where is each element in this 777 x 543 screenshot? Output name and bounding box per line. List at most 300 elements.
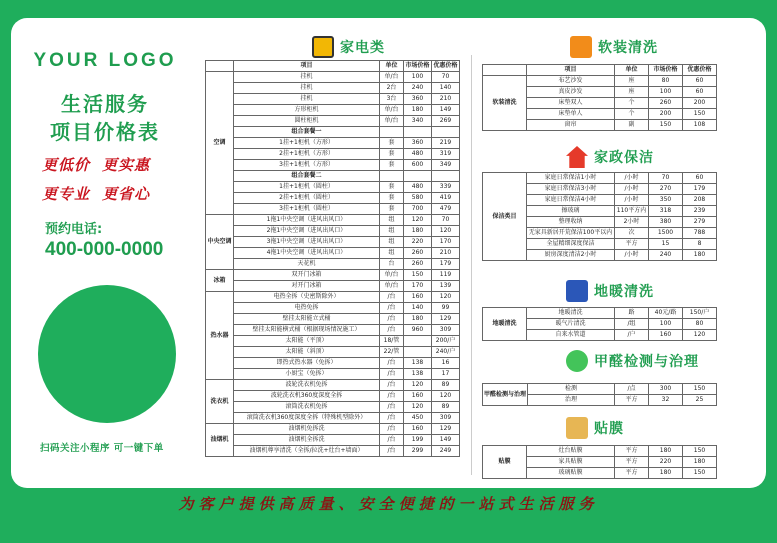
item-cell: 滚筒洗衣机360度深度全拆（特殊机型除外）: [234, 413, 380, 424]
discount-price-cell: 279: [683, 217, 717, 228]
discount-price-cell: 150: [683, 446, 717, 457]
unit-cell: 平方: [615, 468, 649, 479]
unit-cell: 套: [380, 193, 404, 204]
washing-machine-icon: [312, 36, 334, 58]
discount-price-cell: 319: [432, 149, 460, 160]
unit-cell: 套: [380, 138, 404, 149]
market-price-cell: 100: [649, 319, 683, 330]
discount-price-cell: 17: [432, 369, 460, 380]
discount-price-cell: 208: [683, 195, 717, 206]
unit-cell: 台: [380, 259, 404, 270]
market-price-cell: 260: [404, 248, 432, 259]
phone-number[interactable]: 400-000-0000: [45, 239, 164, 260]
category-cell: 冰箱: [206, 270, 234, 292]
discount-price-cell: 8: [683, 239, 717, 250]
col-market: 市场价格: [649, 65, 683, 76]
discount-price-cell: [432, 171, 460, 182]
unit-cell: /台: [380, 325, 404, 336]
category-cell: 地暖清洗: [483, 308, 527, 341]
booking-label: 预约电话:: [45, 222, 103, 237]
item-cell: 组合套餐二: [234, 171, 380, 182]
col-unit: 单位: [615, 65, 649, 76]
item-cell: 壁挂太阳能横式桶（根据现场情况施工）: [234, 325, 380, 336]
item-cell: 双开门冰箱: [234, 270, 380, 281]
table-row: [206, 358, 460, 369]
market-price-cell: 150: [649, 120, 683, 131]
item-cell: 擦玻璃: [527, 206, 615, 217]
category-cell: 甲醛检测与治理: [483, 384, 528, 406]
item-cell: 油烟机尊享清洗（全拆/拉洗+灶台+墙面）: [234, 446, 380, 457]
item-cell: 地暖清洗: [527, 308, 615, 319]
unit-cell: /台: [380, 314, 404, 325]
market-price-cell: 240: [649, 250, 683, 261]
discount-price-cell: 60: [683, 76, 717, 87]
discount-price-cell: 249: [432, 446, 460, 457]
table-row: [206, 149, 460, 160]
market-price-cell: [404, 347, 432, 358]
section-formaldehyde-header: [566, 350, 699, 372]
item-cell: 4拖1中央空调（进风出风口）: [234, 248, 380, 259]
col-category: [483, 65, 527, 76]
item-cell: 治理: [528, 395, 615, 406]
item-cell: 床垫双人: [527, 98, 615, 109]
slogan-item: 更实惠: [102, 156, 151, 174]
item-cell: 1拖1中央空调（进风出风口）: [234, 215, 380, 226]
table-row: [206, 424, 460, 435]
discount-price-cell: 788: [683, 228, 717, 239]
item-cell: 电热免拆: [234, 303, 380, 314]
market-price-cell: 380: [649, 217, 683, 228]
col-market: 市场价格: [404, 61, 432, 72]
discount-price-cell: 240/户: [432, 347, 460, 358]
discount-price-cell: 149: [432, 105, 460, 116]
table-row: [206, 83, 460, 94]
unit-cell: 组: [380, 248, 404, 259]
market-price-cell: 160: [404, 292, 432, 303]
market-price-cell: 580: [404, 193, 432, 204]
market-price-cell: 180: [404, 226, 432, 237]
table-row: [206, 325, 460, 336]
item-cell: 方形柜机: [234, 105, 380, 116]
unit-cell: 套: [380, 182, 404, 193]
market-price-cell: 260: [404, 259, 432, 270]
item-cell: 波轮洗衣机免拆: [234, 380, 380, 391]
unit-cell: 组: [380, 237, 404, 248]
table-row: [206, 347, 460, 358]
item-cell: 3挂+1柜机（圆柱）: [234, 204, 380, 215]
table-row: [483, 446, 717, 457]
market-price-cell: 220: [649, 457, 683, 468]
col-discount: 优惠价格: [432, 61, 460, 72]
table-row: [206, 369, 460, 380]
market-price-cell: 360: [404, 94, 432, 105]
discount-price-cell: 170: [432, 237, 460, 248]
market-price-cell: 360: [404, 138, 432, 149]
item-cell: 1挂+1柜机（方形）: [234, 138, 380, 149]
market-price-cell: 199: [404, 435, 432, 446]
market-price-cell: [404, 336, 432, 347]
discount-price-cell: 419: [432, 193, 460, 204]
market-price-cell: 150: [404, 270, 432, 281]
category-cell: 洗衣机: [206, 380, 234, 424]
unit-cell: 单/台: [380, 72, 404, 83]
unit-cell: 套: [380, 149, 404, 160]
col-discount: 优惠价格: [683, 65, 717, 76]
table-row: [483, 384, 717, 395]
unit-cell: /台: [380, 292, 404, 303]
unit-cell: 座: [615, 76, 649, 87]
market-price-cell: 170: [404, 281, 432, 292]
market-price-cell: 600: [404, 160, 432, 171]
item-cell: 检测: [528, 384, 615, 395]
market-price-cell: 220: [404, 237, 432, 248]
unit-cell: 组: [380, 226, 404, 237]
column-divider: [471, 55, 472, 475]
market-price-cell: 180: [404, 105, 432, 116]
market-price-cell: 960: [404, 325, 432, 336]
table-row: [206, 182, 460, 193]
item-cell: 波轮洗衣机360度深度全拆: [234, 391, 380, 402]
item-cell: 天花机: [234, 259, 380, 270]
unit-cell: 个: [615, 98, 649, 109]
slogan-item: 更低价: [42, 156, 91, 174]
item-cell: 太阳能（斜顶）: [234, 347, 380, 358]
market-price-cell: 340: [404, 116, 432, 127]
unit-cell: [380, 127, 404, 138]
unit-cell: 2台: [380, 83, 404, 94]
discount-price-cell: 25: [683, 395, 717, 406]
film-price-table: [482, 445, 717, 479]
section-housekeeping-header: [566, 146, 654, 168]
market-price-cell: 160: [404, 391, 432, 402]
table-row: [206, 226, 460, 237]
unit-cell: 2小时: [615, 217, 649, 228]
discount-price-cell: 89: [432, 380, 460, 391]
table-row: [206, 391, 460, 402]
unit-cell: 平方: [615, 395, 649, 406]
table-row: [483, 308, 717, 319]
sofa-price-table: [482, 64, 717, 131]
section-film-header: [566, 417, 624, 439]
item-cell: 电热全拆（史密斯除外）: [234, 292, 380, 303]
table-row: [483, 173, 717, 184]
qr-note: 扫码关注小程序 可一键下单: [40, 443, 164, 454]
discount-price-cell: 60: [683, 173, 717, 184]
discount-price-cell: 140: [432, 83, 460, 94]
market-price-cell: 350: [649, 195, 683, 206]
col-item: 项目: [527, 65, 615, 76]
unit-cell: 18/管: [380, 336, 404, 347]
market-price-cell: 160: [404, 424, 432, 435]
discount-price-cell: 210: [432, 248, 460, 259]
market-price-cell: 450: [404, 413, 432, 424]
item-cell: 灶台贴膜: [527, 446, 615, 457]
hcho-icon: [566, 350, 588, 372]
discount-price-cell: 269: [432, 116, 460, 127]
category-cell: 保洁类目: [483, 173, 527, 261]
market-price-cell: 480: [404, 182, 432, 193]
discount-price-cell: 16: [432, 358, 460, 369]
unit-cell: 座: [615, 87, 649, 98]
market-price-cell: 100: [649, 87, 683, 98]
discount-price-cell: 80: [683, 319, 717, 330]
category-cell: 软装清洗: [483, 76, 527, 131]
table-row: [206, 402, 460, 413]
floor-price-table: [482, 307, 717, 341]
discount-price-cell: 70: [432, 72, 460, 83]
market-price-cell: 260: [649, 98, 683, 109]
unit-cell: 单/台: [380, 116, 404, 127]
market-price-cell: 480: [404, 149, 432, 160]
discount-price-cell: 150: [683, 468, 717, 479]
discount-price-cell: [432, 127, 460, 138]
table-row: [206, 380, 460, 391]
item-cell: 即热式热水器（免拆）: [234, 358, 380, 369]
section-appliance-title: 家电类: [340, 40, 385, 56]
logo-text: YOUR LOGO: [33, 50, 177, 71]
table-row: [206, 270, 460, 281]
discount-price-cell: 180: [683, 457, 717, 468]
slogan-row-1: [42, 154, 200, 175]
item-cell: 太阳能（平顶）: [234, 336, 380, 347]
formaldehyde-price-table: [482, 383, 717, 406]
section-housekeeping-title: 家政保洁: [594, 150, 654, 166]
item-cell: 滚筒洗衣机免拆: [234, 402, 380, 413]
discount-price-cell: 120: [432, 391, 460, 402]
market-price-cell: 180: [649, 468, 683, 479]
category-cell: 中央空调: [206, 215, 234, 270]
item-cell: 2拖1中央空调（进风出风口）: [234, 226, 380, 237]
discount-price-cell: 309: [432, 325, 460, 336]
unit-cell: 单/台: [380, 105, 404, 116]
unit-cell: 单/台: [380, 270, 404, 281]
item-cell: 家庭日常保洁3小时: [527, 184, 615, 195]
item-cell: 3拖1中央空调（进风出风口）: [234, 237, 380, 248]
section-appliance-header: [312, 36, 385, 58]
slogan-item: 更专业: [42, 185, 91, 203]
unit-cell: /台: [380, 358, 404, 369]
unit-cell: 个: [615, 109, 649, 120]
item-cell: 油烟机全拆洗: [234, 435, 380, 446]
discount-price-cell: 129: [432, 424, 460, 435]
unit-cell: 3台: [380, 94, 404, 105]
item-cell: 家具贴膜: [527, 457, 615, 468]
unit-cell: 次: [615, 228, 649, 239]
discount-price-cell: 339: [432, 182, 460, 193]
left-panel: [10, 50, 200, 261]
table-row: [206, 171, 460, 182]
market-price-cell: 80: [649, 76, 683, 87]
radiator-icon: [566, 280, 588, 302]
table-row: [206, 303, 460, 314]
discount-price-cell: 210: [432, 94, 460, 105]
unit-cell: /台: [380, 380, 404, 391]
unit-cell: [380, 171, 404, 182]
item-cell: 无家具新居开荒保洁100平以内: [527, 228, 615, 239]
discount-price-cell: 150: [683, 109, 717, 120]
discount-price-cell: 108: [683, 120, 717, 131]
unit-cell: /小时: [615, 195, 649, 206]
section-film-title: 贴膜: [594, 421, 624, 437]
table-row: [206, 413, 460, 424]
col-unit: 单位: [380, 61, 404, 72]
col-category: [206, 61, 234, 72]
title-line-2: 项目价格表: [50, 120, 160, 144]
table-row: [206, 248, 460, 259]
unit-cell: /台: [380, 402, 404, 413]
title-line-1: 生活服务: [61, 92, 149, 116]
item-cell: 组合套餐一: [234, 127, 380, 138]
item-cell: 挂机: [234, 72, 380, 83]
discount-price-cell: 180: [683, 250, 717, 261]
cabinet-icon: [566, 417, 588, 439]
unit-cell: 22/管: [380, 347, 404, 358]
col-item: 项目: [234, 61, 380, 72]
appliance-price-table: [205, 60, 460, 457]
item-cell: 小厨宝（免拆）: [234, 369, 380, 380]
table-row: [206, 116, 460, 127]
market-price-cell: 120: [404, 402, 432, 413]
unit-cell: 平方: [615, 457, 649, 468]
item-cell: 壁挂太阳能立式桶: [234, 314, 380, 325]
house-icon: [566, 146, 588, 168]
market-price-cell: 100: [404, 72, 432, 83]
table-row: [206, 336, 460, 347]
item-cell: 家庭日常保洁4小时: [527, 195, 615, 206]
discount-price-cell: 149: [432, 435, 460, 446]
market-price-cell: 70: [649, 173, 683, 184]
table-row: [483, 76, 717, 87]
unit-cell: /组: [615, 319, 649, 330]
unit-cell: /小时: [615, 184, 649, 195]
item-cell: 整理收纳: [527, 217, 615, 228]
market-price-cell: 160: [649, 330, 683, 341]
item-cell: 真皮沙发: [527, 87, 615, 98]
housekeeping-price-table: [482, 172, 717, 261]
table-row: [206, 72, 460, 83]
discount-price-cell: 479: [432, 204, 460, 215]
market-price-cell: [404, 171, 432, 182]
table-row: [206, 215, 460, 226]
market-price-cell: 138: [404, 358, 432, 369]
unit-cell: 组: [380, 215, 404, 226]
discount-price-cell: 70: [432, 215, 460, 226]
section-formaldehyde-title: 甲醛检测与治理: [594, 354, 699, 370]
unit-cell: /小时: [615, 173, 649, 184]
unit-cell: /小时: [615, 250, 649, 261]
discount-price-cell: 200/户: [432, 336, 460, 347]
table-row: [206, 259, 460, 270]
market-price-cell: 300: [649, 384, 683, 395]
category-cell: 空调: [206, 72, 234, 215]
discount-price-cell: 219: [432, 138, 460, 149]
market-price-cell: 270: [649, 184, 683, 195]
section-sofa-header: [570, 36, 658, 58]
discount-price-cell: 119: [432, 270, 460, 281]
item-cell: 玻璃贴膜: [527, 468, 615, 479]
market-price-cell: 32: [649, 395, 683, 406]
discount-price-cell: 239: [683, 206, 717, 217]
discount-price-cell: 200: [683, 98, 717, 109]
unit-cell: /台: [380, 303, 404, 314]
item-cell: 挂机: [234, 94, 380, 105]
table-row: [206, 204, 460, 215]
unit-cell: /台: [380, 391, 404, 402]
slogan-item: 更省心: [102, 185, 151, 203]
unit-cell: 套: [380, 160, 404, 171]
table-row: [206, 281, 460, 292]
discount-price-cell: 120: [432, 292, 460, 303]
item-cell: 挂机: [234, 83, 380, 94]
unit-cell: 平方: [615, 446, 649, 457]
item-cell: 3挂+1柜机（方形）: [234, 160, 380, 171]
unit-cell: 路: [615, 308, 649, 319]
item-cell: 家庭日常保洁1小时: [527, 173, 615, 184]
discount-price-cell: 179: [432, 259, 460, 270]
section-sofa-title: 软装清洗: [598, 40, 658, 56]
item-cell: 暖气片清洗: [527, 319, 615, 330]
unit-cell: /台: [380, 413, 404, 424]
market-price-cell: 120: [404, 380, 432, 391]
unit-cell: /台: [380, 446, 404, 457]
item-cell: 2挂+1柜机（方形）: [234, 149, 380, 160]
table-row: [206, 435, 460, 446]
item-cell: 2挂+1柜机（圆柱）: [234, 193, 380, 204]
category-cell: 热水器: [206, 292, 234, 380]
category-cell: 油烟机: [206, 424, 234, 457]
market-price-cell: 40元/路: [649, 308, 683, 319]
market-price-cell: 15: [649, 239, 683, 250]
table-row: [206, 138, 460, 149]
table-row: [206, 94, 460, 105]
market-price-cell: [404, 127, 432, 138]
market-price-cell: 138: [404, 369, 432, 380]
discount-price-cell: 120: [432, 226, 460, 237]
unit-cell: /台: [380, 424, 404, 435]
market-price-cell: 140: [404, 303, 432, 314]
discount-price-cell: 60: [683, 87, 717, 98]
table-row: [206, 237, 460, 248]
discount-price-cell: 129: [432, 314, 460, 325]
unit-cell: 110平方内: [615, 206, 649, 217]
item-cell: 对开门冰箱: [234, 281, 380, 292]
item-cell: 1挂+1柜机（圆柱）: [234, 182, 380, 193]
item-cell: 布艺沙发: [527, 76, 615, 87]
qr-placeholder-circle: [38, 285, 176, 423]
discount-price-cell: 99: [432, 303, 460, 314]
table-row: [206, 105, 460, 116]
sofa-icon: [570, 36, 592, 58]
market-price-cell: 200: [649, 109, 683, 120]
market-price-cell: 299: [404, 446, 432, 457]
item-cell: 床垫单人: [527, 109, 615, 120]
market-price-cell: 180: [649, 446, 683, 457]
unit-cell: 套: [380, 204, 404, 215]
item-cell: 窗帘: [527, 120, 615, 131]
item-cell: 自来水管道: [527, 330, 615, 341]
section-floor-header: [566, 280, 654, 302]
table-row: [206, 127, 460, 138]
unit-cell: /台: [380, 369, 404, 380]
market-price-cell: 318: [649, 206, 683, 217]
unit-cell: /台: [380, 435, 404, 446]
bottom-slogan: 为客户提供高质量、安全便捷的一站式生活服务: [178, 495, 599, 513]
table-row: [206, 193, 460, 204]
market-price-cell: 120: [404, 215, 432, 226]
market-price-cell: 1500: [649, 228, 683, 239]
table-row: [206, 292, 460, 303]
discount-price-cell: 150/户: [683, 308, 717, 319]
